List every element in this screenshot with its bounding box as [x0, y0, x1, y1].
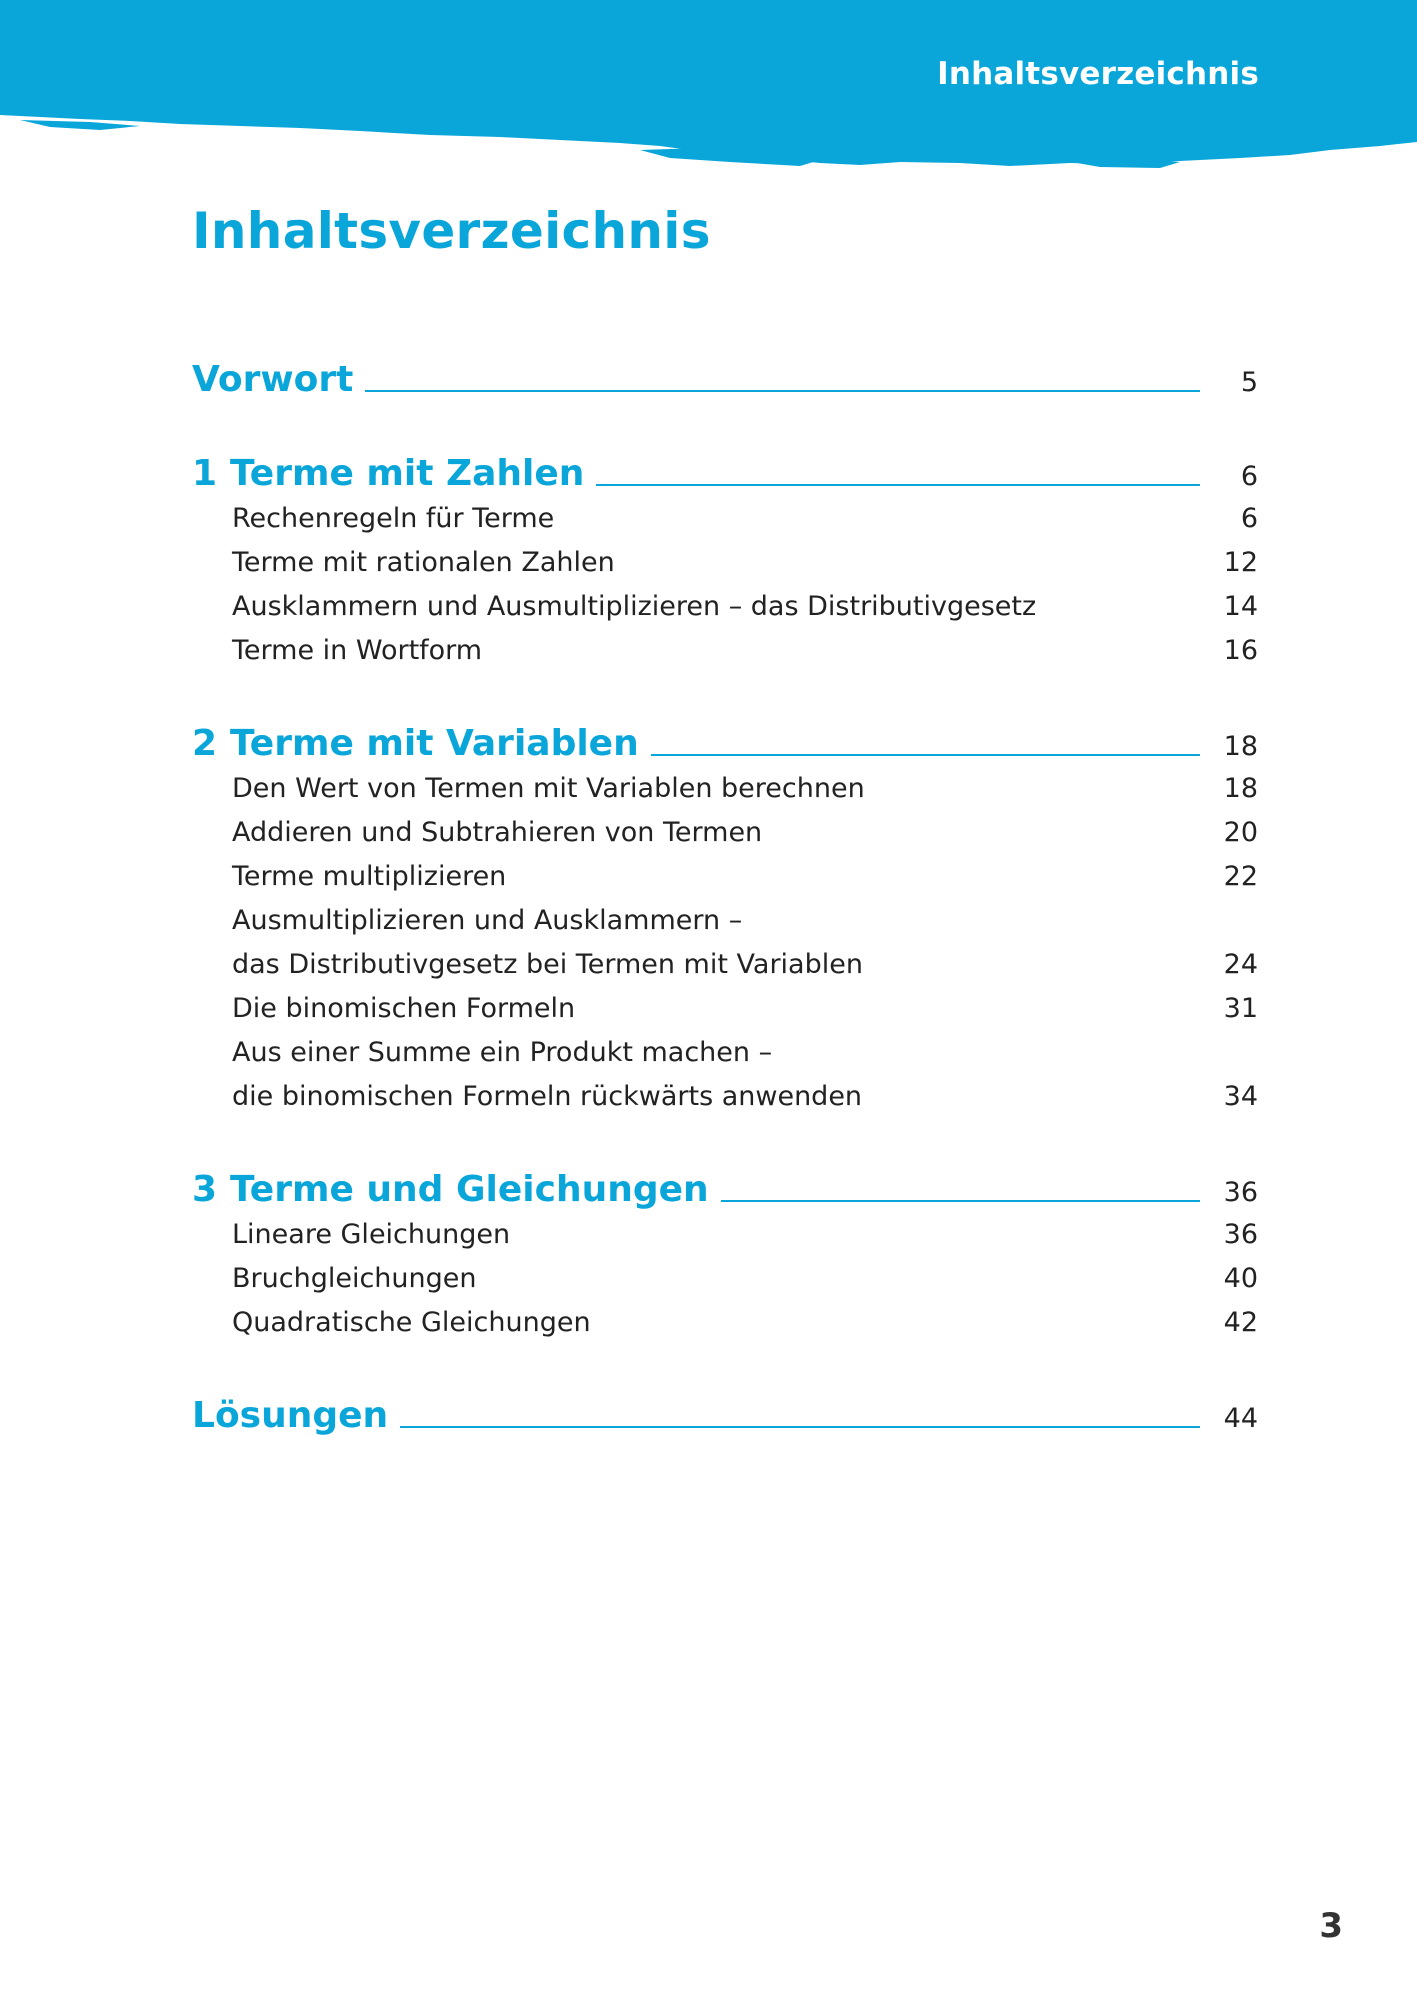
toc-chapter-1[interactable] — [192, 444, 1258, 494]
chapter-number: 3 — [192, 1169, 218, 1210]
leader-rule — [365, 390, 1200, 392]
chapter-number: 2 — [192, 723, 218, 764]
leader-rule — [596, 484, 1200, 486]
toc-page-number: 5 — [1240, 367, 1258, 398]
toc-entry[interactable] — [232, 856, 1258, 892]
entry-title: die binomischen Formeln rückwärts anwenden — [232, 1081, 863, 1112]
toc-section-loesungen[interactable] — [192, 1386, 1258, 1436]
toc-page-number: 6 — [1240, 503, 1258, 534]
page-number: 3 — [1319, 1906, 1343, 1946]
toc-entry[interactable] — [232, 1076, 1258, 1112]
toc-entry[interactable] — [232, 1258, 1258, 1294]
chapter-title: Terme mit Variablen — [230, 723, 639, 764]
toc-entry[interactable] — [232, 988, 1258, 1024]
toc-page-number: 20 — [1223, 817, 1258, 848]
toc-page-number: 24 — [1223, 949, 1258, 980]
entry-title: Terme multiplizieren — [232, 861, 507, 892]
entry-title: Ausklammern und Ausmultiplizieren – das Distributivgesetz — [232, 591, 1037, 622]
page-title: Inhaltsverzeichnis — [192, 202, 711, 260]
entry-title: Ausmultiplizieren und Ausklammern – — [232, 905, 743, 936]
entry-title: Den Wert von Termen mit Variablen berechnen — [232, 773, 865, 804]
entry-title: Lineare Gleichungen — [232, 1219, 511, 1250]
toc-page-number: 6 — [1240, 461, 1258, 492]
toc-page-number: 16 — [1223, 635, 1258, 666]
toc-section-title: Lösungen — [192, 1395, 389, 1436]
entry-title: Addieren und Subtrahieren von Termen — [232, 817, 763, 848]
toc-section-vorwort[interactable] — [192, 350, 1258, 400]
entry-title: Rechenregeln für Terme — [232, 503, 555, 534]
toc-page-number: 42 — [1223, 1307, 1258, 1338]
leader-rule — [400, 1426, 1200, 1428]
entry-title: das Distributivgesetz bei Termen mit Variablen — [232, 949, 863, 980]
entry-title: Quadratische Gleichungen — [232, 1307, 591, 1338]
toc-page-number: 22 — [1223, 861, 1258, 892]
entry-title: Terme in Wortform — [232, 635, 483, 666]
chapter-title: Terme mit Zahlen — [230, 453, 585, 494]
toc-entry[interactable] — [232, 1214, 1258, 1250]
toc-entry[interactable] — [232, 1032, 1258, 1068]
toc-entry[interactable] — [232, 812, 1258, 848]
toc-entry[interactable] — [232, 1302, 1258, 1338]
toc-section-title: Vorwort — [192, 359, 354, 400]
leader-rule — [651, 754, 1200, 756]
toc-page-number: 14 — [1223, 591, 1258, 622]
toc-entry[interactable] — [232, 586, 1258, 622]
chapter-title: Terme und Gleichungen — [230, 1169, 709, 1210]
toc-entry[interactable] — [232, 498, 1258, 534]
toc-page-number: 44 — [1223, 1403, 1258, 1434]
toc-page-number: 12 — [1223, 547, 1258, 578]
header-band — [0, 0, 1417, 175]
entry-title: Aus einer Summe ein Produkt machen – — [232, 1037, 773, 1068]
chapter-number: 1 — [192, 453, 218, 494]
toc-page-number: 18 — [1223, 773, 1258, 804]
leader-rule — [721, 1200, 1200, 1202]
entry-title: Die binomischen Formeln — [232, 993, 576, 1024]
toc-chapter-3[interactable] — [192, 1160, 1258, 1210]
toc-entry[interactable] — [232, 900, 1258, 936]
toc-entry[interactable] — [232, 768, 1258, 804]
toc-chapter-2[interactable] — [192, 714, 1258, 764]
toc-page-number: 40 — [1223, 1263, 1258, 1294]
running-header: Inhaltsverzeichnis — [937, 56, 1259, 92]
entry-title: Bruchgleichungen — [232, 1263, 477, 1294]
toc-entry[interactable] — [232, 542, 1258, 578]
toc-entry[interactable] — [232, 630, 1258, 666]
toc-entry[interactable] — [232, 944, 1258, 980]
toc-page-number: 18 — [1223, 731, 1258, 762]
toc-page-number: 36 — [1223, 1219, 1258, 1250]
toc-page-number: 36 — [1223, 1177, 1258, 1208]
entry-title: Terme mit rationalen Zahlen — [232, 547, 615, 578]
toc-page-number: 31 — [1223, 993, 1258, 1024]
toc-page-number: 34 — [1223, 1081, 1258, 1112]
